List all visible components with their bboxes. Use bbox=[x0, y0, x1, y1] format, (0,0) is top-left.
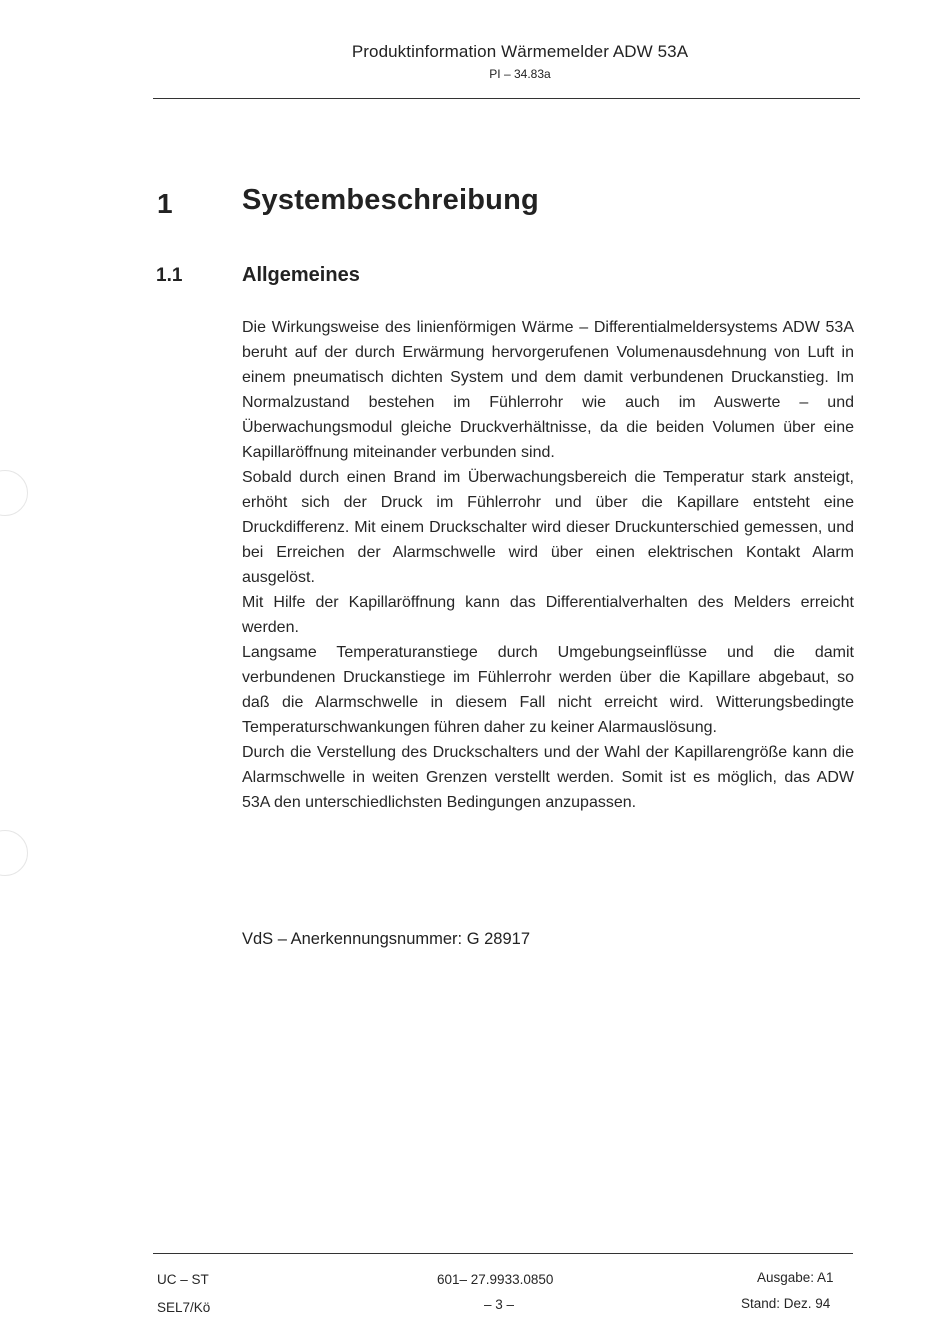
paragraph: Mit Hilfe der Kapillaröffnung kann das Differentialverhalten des Melders erreicht werden. bbox=[242, 594, 854, 636]
footer-rule bbox=[153, 1253, 853, 1254]
footer-department: UC – ST bbox=[157, 1272, 209, 1287]
page-number: – 3 – bbox=[484, 1297, 515, 1312]
document-code: PI – 34.83a bbox=[489, 67, 551, 81]
footer-author: SEL7/Kö bbox=[157, 1300, 211, 1315]
section-title: Systembeschreibung bbox=[242, 184, 539, 216]
approval-number: VdS – Anerkennungsnummer: G 28917 bbox=[242, 930, 531, 948]
paragraph: Durch die Verstellung des Druckschalters und der Wahl der Kapillarengröße kann die Alarmschwelle in weiten Grenzen verstellt werden. Somit ist es möglich, das ADW 53A den unterschiedlichsten Bedingungen anzupassen. bbox=[242, 744, 854, 811]
header-rule bbox=[153, 98, 860, 99]
footer-date: Stand: Dez. 94 bbox=[741, 1296, 831, 1311]
header-title: Produktinformation Wärmemelder ADW 53A bbox=[351, 42, 689, 61]
section-number: 1 bbox=[157, 188, 173, 219]
punch-hole-mark bbox=[0, 830, 28, 876]
punch-hole-mark bbox=[0, 470, 28, 516]
paragraph: Langsame Temperaturanstiege durch Umgebungseinflüsse und die damit verbundenen Druckanstiege im Fühlerrohr werden über die Kapillare abgebaut, so daß die Alarmschwelle in diesem Fall nicht erreicht wird. Witterungsbedingte Temperaturschwankungen führen daher zu keiner Alarmauslösung. bbox=[242, 644, 854, 736]
footer-doc-number: 601– 27.9933.0850 bbox=[437, 1272, 554, 1287]
paragraph: Sobald durch einen Brand im Überwachungsbereich die Temperatur stark ansteigt, erhöht sich der Druck im Fühlerrohr und über die Kapillare entsteht eine Druckdifferenz. Mit einem Druckschalter wird dieser Druckunterschied gemessen, und bei Erreichen der Alarmschwelle wird über einen elektrischen Kontakt Alarm ausgelöst. bbox=[242, 469, 854, 586]
subsection-title: Allgemeines bbox=[242, 264, 360, 286]
subsection-number: 1.1 bbox=[156, 265, 183, 286]
paragraph: Die Wirkungsweise des linienförmigen Wärme – Differentialmeldersystems ADW 53A beruht auf der durch Erwärmung hervorgerufenen Volumenausdehnung von Luft in einem pneumatisch dichten System und dem damit verbundenen Druckanstieg. Im Normalzustand bestehen im Fühlerrohr wie auch im Auswerte – und Überwachungsmodul gleiche Druckverhältnisse, da die beiden Volumen über eine Kapillaröffnung miteinander verbunden sind. bbox=[242, 319, 854, 461]
body-text bbox=[242, 315, 854, 815]
footer-edition: Ausgabe: A1 bbox=[757, 1270, 834, 1285]
